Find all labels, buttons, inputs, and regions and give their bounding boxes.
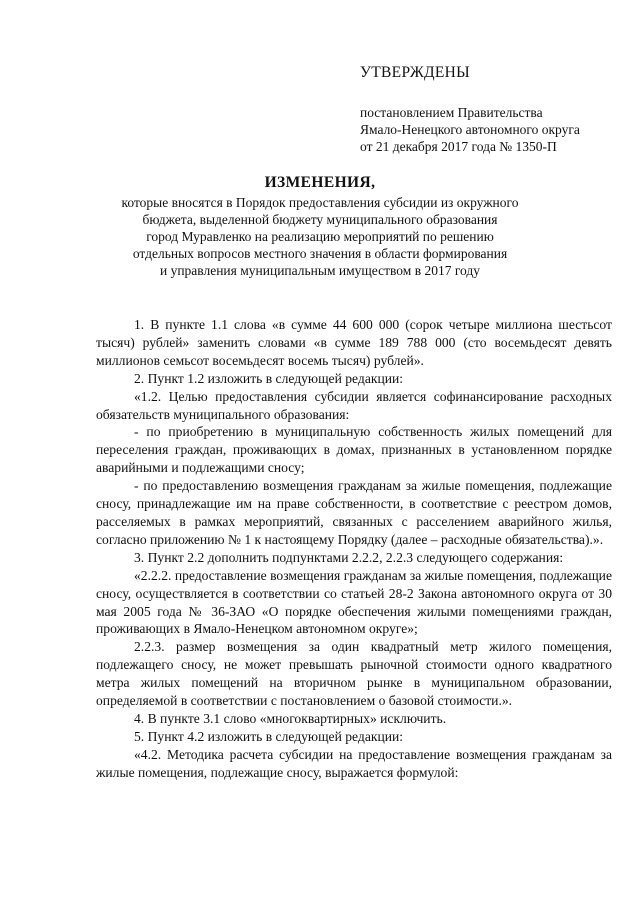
document-title: ИЗМЕНЕНИЯ, (264, 174, 376, 191)
approval-line: постановлением Правительства (360, 105, 543, 120)
paragraph-10: 5. Пункт 4.2 изложить в следующей редакции: (134, 728, 404, 744)
paragraph-3: «1.2. Целью предоставления субсидии является софинансирование расходных обязательств муниципального образования: (96, 388, 612, 422)
paragraph-2: 2. Пункт 1.2 изложить в следующей редакции: (134, 370, 404, 386)
subtitle-line: город Муравленко на реализацию мероприятий по решению (146, 229, 494, 244)
subtitle-line: отдельных вопросов местного значения в области формирования (132, 246, 508, 261)
paragraph-1: 1. В пункте 1.1 слова «в сумме 44 600 000 (сорок четыре миллиона шестьсот тысяч) рублей» заменить словами «в сумме 189 788 000 (сто восемьдесят девять миллионов семьсот восемьдесят восемь тысяч) рублей». (96, 317, 612, 368)
subtitle-line: которые вносятся в Порядок предоставления субсидии из окружного (121, 195, 519, 210)
paragraph-7: «2.2.2. предоставление возмещения гражданам за жилые помещения, подлежащие сносу, осуществляется в соответствии со статьей 28-2 Закона автономного округа от 30 мая 2005 года № 36-ЗАО «О порядке обеспечения жилыми помещениями граждан, проживающих в Ямало-Ненецком автономном округе»; (96, 567, 612, 637)
paragraph-6: 3. Пункт 2.2 дополнить подпунктами 2.2.2, 2.2.3 следующего содержания: (134, 549, 564, 565)
paragraph-4: - по приобретению в муниципальную собственность жилых помещений для переселения граждан, проживающих в домах, признанных в установленном порядке аварийными и подлежащими сносу; (96, 424, 612, 476)
document-body (96, 316, 612, 782)
paragraph-8: 2.2.3. размер возмещения за один квадратный метр жилого помещения, подлежащего сносу, не может превышать рыночной стоимости одного квадратного метра жилых помещений на вторичном рынке в муниципальном образовании, определяемой в соответствии с постановлением о базовой стоимости.». (96, 639, 612, 709)
approval-block (360, 64, 620, 155)
paragraph-11: «4.2. Методика расчета субсидии на предоставление возмещения гражданам за жилые помещения, подлежащие сносу, выражается формулой: (96, 746, 612, 780)
approval-line: Ямало-Ненецкого автономного округа (360, 122, 580, 137)
approval-heading: УТВЕРЖДЕНЫ (360, 64, 470, 81)
paragraph-9: 4. В пункте 3.1 слово «многоквартирных» исключить. (134, 710, 447, 726)
document-subtitle (100, 194, 540, 279)
subtitle-line: бюджета, выделенной бюджету муниципального образования (142, 212, 498, 227)
subtitle-line: и управления муниципальным имуществом в 2017 году (159, 263, 481, 278)
paragraph-5: - по предоставлению возмещения гражданам за жилые помещения, подлежащие сносу, принадлежащие им на праве собственности, в соответствие с реестром домов, расселяемых в рамках мероприятий, связанных с расселением аварийного жилья, согласно приложению № 1 к настоящему Порядку (далее – расходные обязательства).». (96, 478, 612, 547)
approval-line: от 21 декабря 2017 года № 1350-П (360, 139, 557, 154)
